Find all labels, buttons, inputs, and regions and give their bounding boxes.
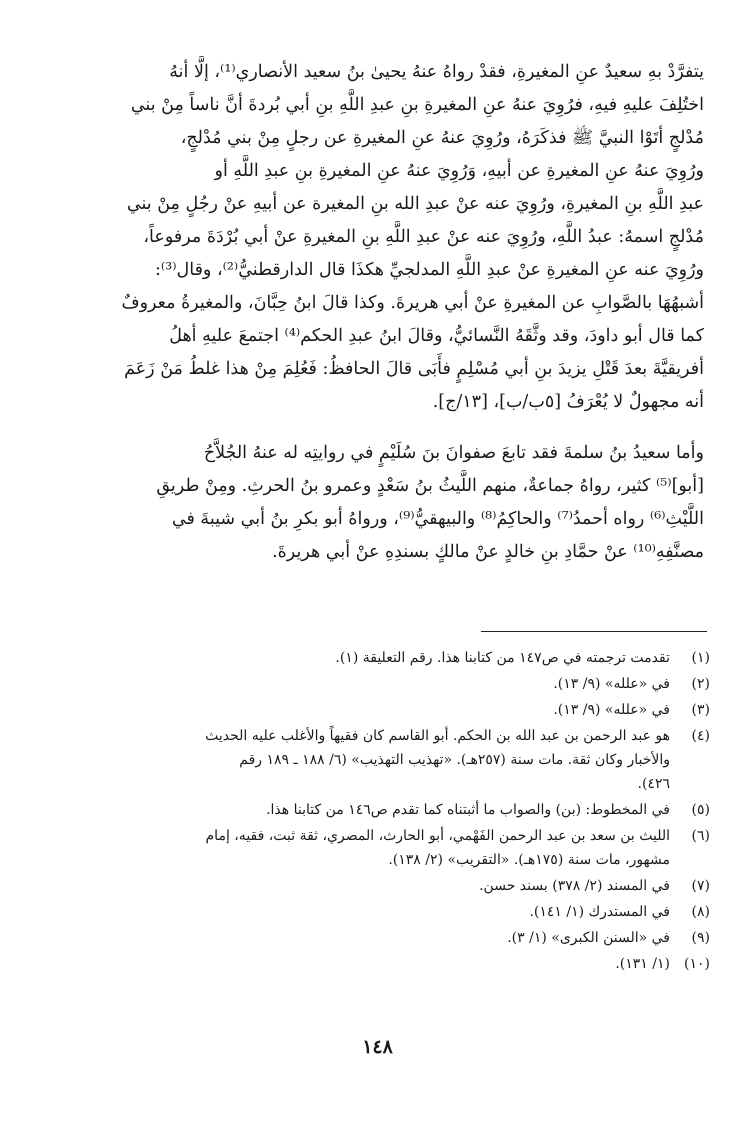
footnote: [60, 900, 710, 924]
footnote: [60, 672, 710, 696]
footnote-line: (١/ ١٣١).: [615, 956, 670, 972]
text-line: مصنَّفِهِ⁽¹⁰⁾ عنْ حمَّادِ بنِ خالدٍ عنْ مالكٍ بسندِهِ عنْ أبي هريرةَ.: [272, 542, 704, 562]
footnote-number: (٦): [691, 828, 710, 844]
text-line: ورُوِيَ عنهُ عنِ المغيرةِ عن أبيهِ، وَرُوِيَ عنهُ عنِ المغيرةِ بنِ عبدِ اللَّهِ أو: [214, 161, 704, 181]
paragraph-gap: [60, 419, 704, 437]
footnote-line: تقدمت ترجمته في ص١٤٧ من كتابنا هذا. رقم التعليقة (١).: [335, 650, 670, 666]
text-line: أفريقيَّةَ بعدَ قَتْلِ يزيدَ بنِ أبي مُسْلِمٍ فأَبَى قالَ الحافظُ: فَعُلِمَ مِنْ هذا غلطُ مَنْ زَعَمَ: [124, 359, 704, 379]
footnote-line: في «علله» (٩/ ١٣).: [553, 676, 670, 692]
footnote-line: والأخبار وكان ثقة. مات سنة (٢٥٧هـ). «تهذيب التهذيب» (٦/ ١٨٨ ـ ١٨٩ رقم: [239, 752, 670, 768]
footnote-number: (١): [691, 650, 710, 666]
footnote-number: (٩): [691, 930, 710, 946]
footnote-text: [60, 926, 670, 950]
page-number: ١٤٨: [362, 1036, 393, 1058]
footnote-line: مشهور، مات سنة (١٧٥هـ). «التقريب» (٢/ ١٣٨).: [388, 852, 670, 868]
footnote: [60, 798, 710, 822]
footnote-line: في المسند (٢/ ٣٧٨) بسند حسن.: [479, 878, 670, 894]
text-line: كما قال أبو داودَ، وقد وثَّقَهُ النَّسائيُّ، وقالَ ابنُ عبدِ الحكم⁽⁴⁾ اجتمعَ عليهِ أهلُ: [169, 326, 704, 346]
footnote-text: [60, 798, 670, 822]
footnote-number: (٤): [691, 728, 710, 744]
footnote-text: [60, 900, 670, 924]
footnote-number: (٢): [691, 676, 710, 692]
main-text: [60, 56, 704, 569]
footnote-text: [60, 698, 670, 722]
text-line: مُدْلجٍ اسمهُ: عبدُ اللَّهِ، ورُوِيَ عنه عنْ عبدِ اللَّهِ بنِ المغيرةِ عنْ أبي بُرْدَةَ مرفوعاً،: [143, 227, 704, 247]
footnotes: [60, 646, 710, 978]
footnote: [60, 824, 710, 872]
footnote: [60, 646, 710, 670]
text-line: اختُلِفَ عليهِ فيهِ، فرُوِيَ عنهُ عنِ المغيرةِ بنِ عبدِ اللَّهِ بنِ أبي بُردةَ أنَّ ناساً مِنْ بني: [130, 95, 704, 115]
footnote: [60, 926, 710, 950]
footnote-number: (٨): [691, 904, 710, 920]
footnote-line: ٤٢٦).: [637, 776, 670, 792]
footnote: [60, 698, 710, 722]
text-line: مُدْلجٍ أتَوْا النبيَّ ﷺ فذكَرَهُ، ورُوِيَ عنهُ عنِ المغيرةِ عن رجلٍ مِنْ بني مُدْلجٍ،: [180, 128, 704, 148]
footnote-line: في المستدرك (١/ ١٤١).: [529, 904, 670, 920]
footnote: [60, 874, 710, 898]
footnote-line: الليث بن سعد بن عبد الرحمن الفَهْمي، أبو الحارث، المصري، ثقة ثبت، فقيه، إمام: [205, 828, 670, 844]
footnote: [60, 952, 710, 976]
text-line: ورُوِيَ عنه عنِ المغيرةِ عنْ عبدِ اللَّهِ المدلجيِّ هكذَا قال الدارقطنيُّ⁽²⁾، وقال⁽³⁾:: [155, 260, 704, 280]
footnote-line: في المخطوط: (بن) والصواب ما أثبتناه كما تقدم ص١٤٦ من كتابنا هذا.: [266, 802, 670, 818]
footnote-line: في «السنن الكبرى» (١/ ٣).: [507, 930, 670, 946]
footnote-number: (٧): [691, 878, 710, 894]
paragraph-2: [60, 437, 704, 569]
footnote-line: في «علله» (٩/ ١٣).: [553, 702, 670, 718]
footnote-separator: [481, 631, 707, 632]
footnote-number: (٣): [691, 702, 710, 718]
footnote-line: هو عبد الرحمن بن عبد الله بن الحكم. أبو القاسم كان فقيهاً والأغلب عليه الحديث: [205, 728, 670, 744]
text-line: يتفرَّدْ بهِ سعيدٌ عنِ المغيرةِ، فقدْ رواهُ عنهُ يحيىٰ بنُ سعيد الأنصاري⁽¹⁾، إلَّا أنهُ: [169, 62, 704, 82]
paragraph-1: [60, 56, 704, 419]
footnote-text: [60, 824, 670, 872]
footnote-text: [60, 724, 670, 796]
footnote-text: [60, 874, 670, 898]
footnote-number: (١٠): [684, 956, 710, 972]
text-line: أنه مجهولٌ لا يُعْرَفُ [٥ب/ب]، [١٣/ج].: [432, 392, 704, 412]
text-line: اللَّيْثِ⁽⁶⁾ رواه أحمدُ⁽⁷⁾ والحاكِمُ⁽⁸⁾ والبيهقيُّ⁽⁹⁾، ورواهُ أبو بكرِ بنُ أبي شيبةَ في: [171, 509, 704, 529]
text-line: أشبهُهَا بالصَّوابِ عن المغيرةِ عنْ أبي هريرةَ. وكذا قالَ ابنُ حِبَّانَ، والمغيرةُ معروفٌ: [121, 293, 704, 313]
footnote-text: [60, 646, 670, 670]
footnote-text: [60, 952, 670, 976]
text-line: عبدِ اللَّهِ بنِ المغيرةِ، ورُوِيَ عنه عنْ عبدِ الله بنِ المغيرة عن أبيهِ عنْ رجُلٍ مِنْ بني: [126, 194, 704, 214]
footnote-number: (٥): [691, 802, 710, 818]
footnote: [60, 724, 710, 796]
text-line: [أبو]⁽⁵⁾ كثير، رواهُ جماعةٌ، منهم اللَّيثُ بنُ سَعْدٍ وعمرو بنُ الحرثِ. ومِنْ طريقِ: [156, 476, 704, 496]
footnote-text: [60, 672, 670, 696]
text-line: وأما سعيدُ بنُ سلمةَ فقد تابعَ صفوانَ بنَ سُلَيْمٍ في روايتِه له عنهُ الجُلاَّحُ: [203, 443, 704, 463]
